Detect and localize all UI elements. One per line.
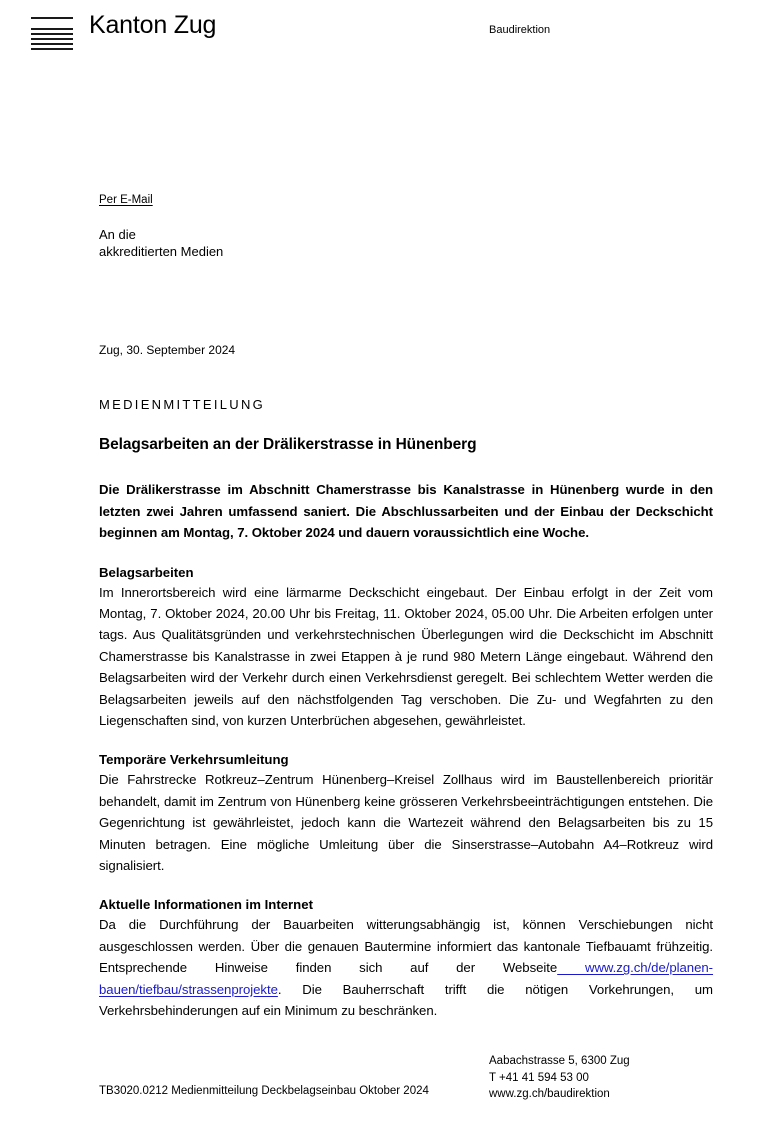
- logo-wordmark: Kanton Zug: [89, 11, 217, 39]
- kanton-zug-bars-logo-icon: [31, 17, 73, 50]
- footer-contact-block: [489, 1053, 630, 1103]
- page-title: Belagsarbeiten an der Drälikerstrasse in Hünenberg: [99, 436, 477, 453]
- delivery-note: Per E-Mail: [99, 194, 153, 206]
- section-belagsarbeiten: [99, 563, 713, 732]
- department-label: Baudirektion: [489, 24, 551, 36]
- section-paragraph: Die Fahrstrecke Rotkreuz–Zentrum Hünenberg–Kreisel Zollhaus wird im Baustellenbereich prioritär behandelt, damit im Zentrum von Hünenberg keine grösseren Verkehrsbeeinträchtigungen entstehen. Die Gegenrichtung ist gewährleistet, jedoch kann die Wartezeit während den Belagsarbeiten bis zu 15 Minuten betragen. Eine mögliche Umleitung über die Sinserstrasse–Autobahn A4–Rotkreuz wird signalisiert.: [99, 772, 713, 873]
- section-paragraph: Im Innerortsbereich wird eine lärmarme Deckschicht eingebaut. Der Einbau erfolgt in der Zeit vom Montag, 7. Oktober 2024, 20.00 Uhr bis Freitag, 11. Oktober 2024, 05.00 Uhr. Die Arbeiten erfolgen unter tags. Aus Qualitätsgründen und verkehrstechnischen Überlegungen wird die Deckschicht im Abschnitt Chamerstrasse bis Kanalstrasse in zwei Etappen à je rund 980 Metern Länge eingebaut. Während den Belagsarbeiten wird der Verkehr durch einen Verkehrsdienst geregelt. Bei schlechtem Wetter werden die Belagsarbeiten jeweils auf den nächstfolgenden Tag verschoben. Die Zu- und Wegfahrten zu den Liegenschaften sind, von kurzen Unterbrüchen abgesehen, gewährleistet.: [99, 584, 713, 728]
- logo-bar-2: [31, 28, 73, 30]
- section-heading: Belagsarbeiten: [99, 564, 194, 580]
- recipient-line-1: An die: [99, 227, 136, 242]
- section-heading: Temporäre Verkehrsumleitung: [99, 752, 289, 768]
- footer-phone: T +41 41 594 53 00: [489, 1071, 589, 1084]
- section-text-after-link: . Die Bauherrschaft trifft die nötigen Vorkehrungen, um Verkehrsbehinderungen auf ein Minimum zu beschränken.: [99, 981, 713, 1018]
- logo-bar-5: [31, 43, 73, 45]
- kanton-zug-logo: [31, 11, 217, 50]
- document-eyebrow: MEDIENMITTEILUNG: [99, 397, 266, 412]
- section-internet-infos: [99, 895, 713, 1021]
- logo-bar-3: [31, 33, 73, 35]
- address-block: [99, 193, 499, 260]
- footer-website: www.zg.ch/baudirektion: [489, 1088, 610, 1100]
- page-header: [0, 0, 772, 90]
- recipient-block: [99, 226, 499, 260]
- section-text-before-link: Da die Durchführung der Bauarbeiten witterungsabhängig ist, können Verschiebungen nicht ausgeschlossen werden. Über die genauen Bautermine informiert das kantonale Tiefbauamt frühzeitig. Entsprechende Hinweise finden sich auf der Webseite: [99, 917, 713, 976]
- logo-bar-1: [31, 17, 73, 19]
- place-and-date: Zug, 30. September 2024: [99, 343, 236, 357]
- section-verkehrsumleitung: [99, 750, 713, 876]
- document-body: [99, 396, 713, 1021]
- section-heading: Aktuelle Informationen im Internet: [99, 897, 313, 913]
- logo-bar-6: [31, 48, 73, 50]
- footer-reference: TB3020.0212 Medienmitteilung Deckbelagseinbau Oktober 2024: [99, 1085, 429, 1097]
- footer-address: Aabachstrasse 5, 6300 Zug: [489, 1055, 630, 1067]
- logo-bar-4: [31, 38, 73, 40]
- section-paragraph: [99, 914, 713, 1021]
- website-link[interactable]: www.zg.ch/de/planen-bauen/tiefbau/strassenprojekte: [99, 960, 713, 997]
- lead-paragraph: Die Drälikerstrasse im Abschnitt Chamerstrasse bis Kanalstrasse in Hünenberg wurde in den letzten zwei Jahren umfassend saniert. Die Abschlussarbeiten und der Einbau der Deckschicht beginnen am Montag, 7. Oktober 2024 und dauern voraussichtlich eine Woche.: [99, 482, 713, 540]
- recipient-line-2: akkreditierten Medien: [99, 244, 224, 259]
